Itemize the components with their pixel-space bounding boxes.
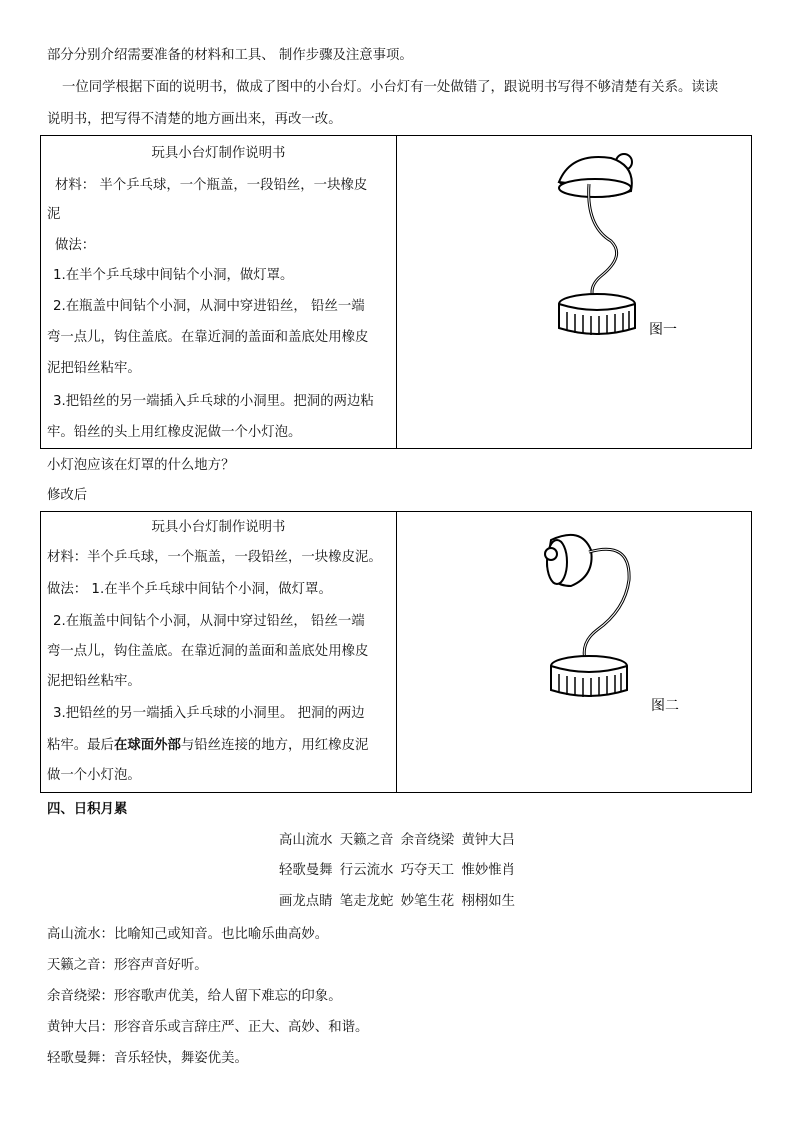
step-2-cont: 弯一点儿，钩住盖底。在靠近洞的盖面和盖底处用橡皮 (47, 644, 369, 659)
idiom-row-2: 轻歌曼舞 行云流水 巧夺天工 惟妙惟肖 (278, 863, 516, 878)
step-3-cont: 牢。铅丝的头上用红橡皮泥做一个小灯泡。 (47, 425, 302, 440)
materials-text-cont: 泥 (47, 207, 61, 222)
intro-line-2: 一位同学根据下面的说明书，做成了图中的小台灯。小台灯有一处做错了，跟说明书写得不够清楚有关系。读读 (62, 80, 719, 95)
figure-label-2: 图二 (651, 698, 679, 714)
step-2-cont: 泥把铅丝粘牢。 (47, 361, 141, 376)
step-2-cont: 泥把铅丝粘牢。 (47, 674, 141, 689)
idiom-row-3: 画龙点睛 笔走龙蛇 妙笔生花 栩栩如生 (278, 894, 516, 909)
question-text: 小灯泡应该在灯罩的什么地方？ (47, 458, 235, 473)
lamp-figure-1 (511, 146, 701, 346)
idiom-definition: 天籁之音：形容声音好听。 (47, 958, 208, 973)
step-3: 3.把铅丝的另一端插入乒乓球的小洞里。 把洞的两边 (53, 706, 365, 721)
step-2: 2.在瓶盖中间钻个小洞，从洞中穿进铅丝， 铅丝一端 (53, 299, 365, 314)
step-3: 3.把铅丝的另一端插入乒乓球的小洞里。把洞的两边粘 (53, 394, 374, 409)
lamp-figure-2 (511, 520, 701, 720)
intro-line-3: 说明书，把写得不清楚的地方画出来，再改一改。 (47, 112, 342, 127)
idiom-definition: 高山流水：比喻知己或知音。也比喻乐曲高妙。 (47, 927, 329, 942)
instruction-title: 玩具小台灯制作说明书 (151, 520, 286, 535)
instruction-title: 玩具小台灯制作说明书 (151, 146, 286, 161)
instruction-table-original (40, 135, 752, 449)
step-2: 2.在瓶盖中间钻个小洞，从洞中穿过铅丝， 铅丝一端 (53, 614, 365, 629)
step-3-emphasis: 在球面外部 (113, 738, 181, 753)
idiom-definition: 轻歌曼舞：音乐轻快，舞姿优美。 (47, 1051, 248, 1066)
step-1: 1.在半个乒乓球中间钻个小洞，做灯罩。 (53, 268, 294, 283)
table-divider (396, 136, 397, 448)
step-3-post: 与铅丝连接的地方，用红橡皮泥 (180, 738, 369, 753)
step-3-cont (47, 736, 368, 756)
step-1: 做法： 1.在半个乒乓球中间钻个小洞，做灯罩。 (47, 582, 332, 597)
materials-text: 材料： 半个乒乓球，一个瓶盖，一段铅丝，一块橡皮 (55, 178, 368, 193)
intro-line-1: 部分分别介绍需要准备的材料和工具、 制作步骤及注意事项。 (47, 48, 413, 63)
materials-text: 材料：半个乒乓球，一个瓶盖，一段铅丝，一块橡皮泥。 (47, 550, 382, 565)
idiom-row-1: 高山流水 天籁之音 余音绕梁 黄钟大吕 (278, 833, 516, 848)
revised-label: 修改后 (47, 488, 88, 503)
idiom-definition: 黄钟大吕：形容音乐或言辞庄严、正大、高妙、和谐。 (47, 1020, 369, 1035)
step-3-pre: 粘牢。最后 (47, 738, 114, 753)
instruction-table-revised (40, 511, 752, 793)
figure-label-1: 图一 (649, 322, 677, 338)
table-divider (396, 512, 397, 792)
idiom-definition: 余音绕梁：形容歌声优美，给人留下难忘的印象。 (47, 989, 342, 1004)
step-3-cont: 做一个小灯泡。 (47, 768, 141, 783)
section-heading: 四、日积月累 (47, 802, 128, 817)
method-label: 做法： (55, 238, 96, 253)
step-2-cont: 弯一点儿，钩住盖底。在靠近洞的盖面和盖底处用橡皮 (47, 330, 369, 345)
